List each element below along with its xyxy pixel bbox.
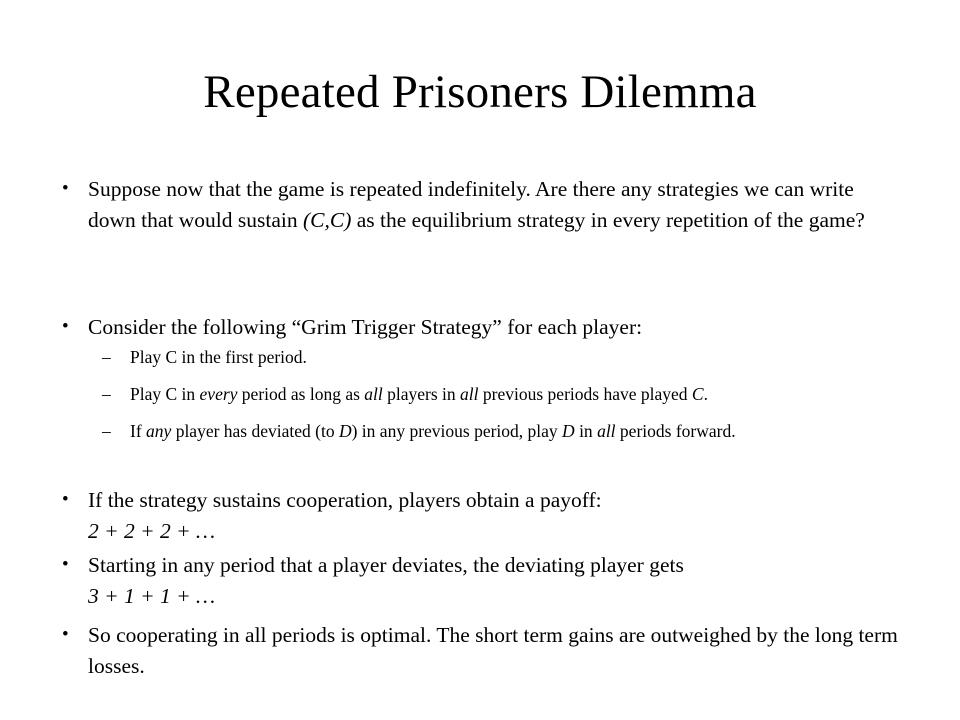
bullet-conclusion (62, 620, 898, 681)
bullet-text: If the strategy sustains cooperation, players obtain a payoff: (88, 488, 602, 512)
sub-bullet-first-period (102, 345, 890, 370)
bullet-text-italic: (C,C) (303, 207, 352, 232)
sub-bullet-text: If (130, 421, 147, 441)
bullet-icon: • (62, 489, 69, 510)
bullet-text: Suppose now that the game is repeated indefinitely. Are there any strategies we can write down that would sustain (88, 177, 854, 232)
sub-bullet-text: period as long as (237, 384, 365, 404)
bullet-text: Starting in any period that a player deviates, the deviating player gets (88, 553, 684, 577)
bullet-deviation-payoff (62, 550, 898, 611)
sub-bullet-text-italic: all (460, 384, 479, 404)
sub-bullet-text-italic: any (146, 421, 172, 441)
sub-bullet-text: . (703, 384, 708, 404)
bullet-repeated-game-question (62, 174, 898, 235)
sub-bullet-text: players in (382, 384, 461, 404)
dash-icon: – (102, 421, 111, 441)
payoff-equation: 2 + 2 + 2 + … (88, 518, 216, 543)
sub-bullet-text: periods forward. (615, 421, 736, 441)
sub-bullet-text-italic: all (364, 384, 383, 404)
bullet-icon: • (62, 316, 69, 337)
bullet-cooperation-payoff (62, 485, 898, 546)
bullet-text: So cooperating in all periods is optimal. The short term gains are outweighed by the long term losses. (88, 623, 898, 678)
sub-bullet-text: ) in any previous period, play (351, 421, 563, 441)
sub-bullet-text-italic: all (597, 421, 616, 441)
bullet-text: as the equilibrium strategy in every repetition of the game? (351, 207, 865, 232)
bullet-icon: • (62, 178, 69, 199)
bullet-text: Consider the following “Grim Trigger Strategy” for each player: (88, 315, 643, 339)
payoff-equation: 3 + 1 + 1 + … (88, 583, 216, 608)
sub-bullet-text: Play C in (130, 384, 200, 404)
bullet-grim-trigger (62, 312, 898, 343)
sub-bullet-text: previous periods have played (478, 384, 692, 404)
bullet-icon: • (62, 554, 69, 575)
sub-bullet-text-italic: D (338, 421, 352, 441)
sub-bullet-text: in (574, 421, 598, 441)
sub-bullet-text-italic: every (199, 384, 238, 404)
sub-bullet-text: player has deviated (to (171, 421, 339, 441)
bullet-icon: • (62, 624, 69, 645)
sub-bullet-text-italic: C (691, 384, 704, 404)
sub-bullet-deviation (102, 419, 890, 444)
sub-bullet-text-italic: D (562, 421, 575, 441)
dash-icon: – (102, 384, 111, 404)
sub-bullet-every-period (102, 382, 890, 407)
slide-title: Repeated Prisoners Dilemma (203, 66, 757, 118)
sub-bullet-text: Play C in the first period. (130, 347, 307, 367)
dash-icon: – (102, 347, 111, 367)
